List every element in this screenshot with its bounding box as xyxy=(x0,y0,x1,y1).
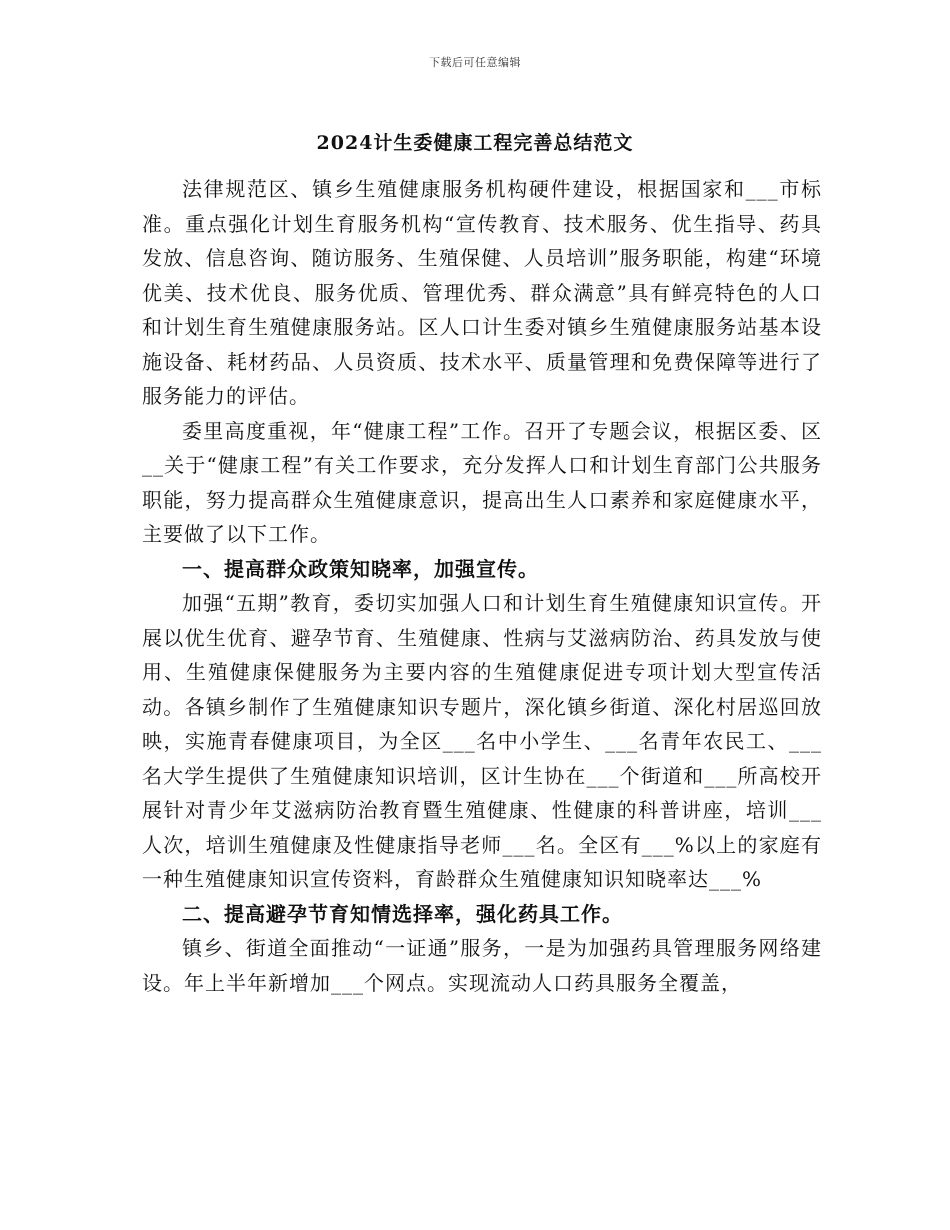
body-paragraph: 镇乡、街道全面推动“一证通”服务，一是为加强药具管理服务网络建设。年上半年新增加___个网点。实现流动人口药具服务全覆盖， xyxy=(142,936,822,995)
body-paragraph: 法律规范区、镇乡生殖健康服务机构硬件建设，根据国家和___市标准。重点强化计划生育服务机构“宣传教育、技术服务、优生指导、药具发放、信息咨询、随访服务、生殖保健、人员培训”服务职能，构建“环境优美、技术优良、服务优质、管理优秀、群众满意”具有鲜亮特色的人口和计划生育生殖健康服务站。区人口计生委对镇乡生殖健康服务站基本设施设备、耗材药品、人员资质、技术水平、质量管理和免费保障等进行了服务能力的评估。 xyxy=(142,177,822,408)
section-heading: 一、提高群众政策知晓率，加强宣传。 xyxy=(182,556,539,581)
body-paragraph: 加强“五期”教育，委切实加强人口和计划生育生殖健康知识宣传。开展以优生优育、避孕节育、生殖健康、性病与艾滋病防治、药具发放与使用、生殖健康保健服务为主要内容的生殖健康促进专项计划大型宣传活动。各镇乡制作了生殖健康知识专题片，深化镇乡街道、深化村居巡回放映，实施青春健康项目，为全区___名中小学生、___名青年农民工、___名大学生提供了生殖健康知识培训，区计生协在___个街道和___所高校开展针对青少年艾滋病防治教育暨生殖健康、性健康的科普讲座，培训___人次，培训生殖健康及性健康指导老师___名。全区有___%以上的家庭有一种生殖健康知识宣传资料，育龄群众生殖健康知识知晓率达___% xyxy=(142,591,822,891)
document-body xyxy=(142,172,822,1000)
body-paragraph: 委里高度重视，年“健康工程”工作。召开了专题会议，根据区委、区__关于“健康工程”有关工作要求，充分发挥人口和计划生育部门公共服务职能，努力提高群众生殖健康意识，提高出生人口素养和家庭健康水平，主要做了以下工作。 xyxy=(142,418,822,546)
header-note: 下载后可任意编辑 xyxy=(429,56,521,69)
document-title: 2024计生委健康工程完善总结范文 xyxy=(316,132,634,154)
section-heading: 二、提高避孕节育知情选择率，强化药具工作。 xyxy=(182,901,623,926)
